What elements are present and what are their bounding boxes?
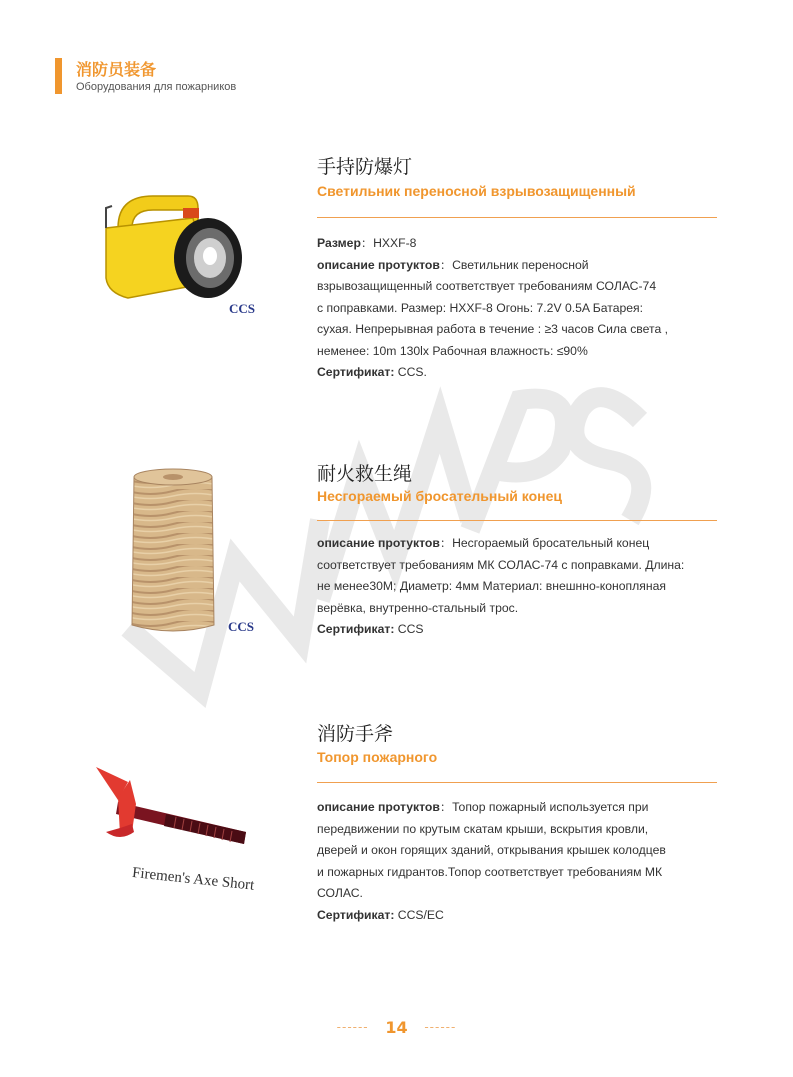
description-line	[317, 576, 722, 598]
description-line	[317, 276, 722, 298]
product-divider	[317, 782, 717, 783]
field-label: описание протуктов	[317, 536, 440, 550]
field-text: CCS.	[397, 365, 427, 379]
product-title-cn: 手持防爆灯	[317, 156, 413, 178]
field-label: описание протуктов	[317, 257, 440, 272]
product-title-ru: Светильник переносной взрывозащищенный	[317, 183, 636, 199]
field-text: дверей и окон горящих зданий, открывания крышек колодцев	[317, 843, 666, 857]
page-footer	[0, 1018, 793, 1037]
page-number: 14	[385, 1018, 408, 1037]
description-line	[317, 255, 722, 277]
field-separator: ：	[360, 236, 374, 250]
field-text: HXXF-8	[373, 236, 417, 250]
field-text: Светильник переносной	[452, 257, 589, 272]
description-line	[317, 598, 722, 620]
product-divider	[317, 520, 717, 521]
field-label: описание протуктов	[317, 800, 440, 814]
description-line	[317, 819, 722, 841]
header-accent-bar	[55, 58, 62, 94]
field-text: соответствует требованиям МК СОЛАС-74 с поправками. Длина:	[317, 557, 685, 572]
field-text: взрывозащищенный соответствует требованиям СОЛАС-74	[317, 279, 657, 293]
description-line	[317, 362, 722, 384]
description-line	[317, 341, 722, 363]
description-line	[317, 555, 722, 577]
field-separator: ：	[439, 257, 453, 272]
field-text: передвижении по крутым скатам крыши, вскрытия кровли,	[317, 821, 649, 836]
field-text: CCS	[397, 622, 424, 636]
field-separator: ：	[439, 536, 453, 550]
field-text: не менее30М; Диаметр: 4мм Материал: внешнно-конопляная	[317, 579, 666, 593]
field-text: верёвка, внутренно-стальный трос.	[317, 600, 519, 615]
field-separator: ：	[439, 800, 453, 814]
product-description	[317, 233, 722, 384]
description-line	[317, 233, 722, 255]
field-label: Размер	[317, 236, 361, 250]
field-text: Несгораемый бросательный конец	[452, 536, 650, 550]
rope-image	[128, 467, 218, 635]
field-text: СОЛАС.	[317, 886, 363, 900]
description-line	[317, 298, 722, 320]
section-title: 消防员装备	[76, 60, 157, 79]
lamp-image-label: CCS	[229, 301, 256, 316]
product-title-cn: 耐火救生绳	[317, 463, 413, 485]
lamp-image	[98, 188, 248, 318]
description-line	[317, 840, 722, 862]
product-title-ru: Несгораемый бросательный конец	[317, 488, 563, 504]
description-line	[317, 797, 722, 819]
field-text: сухая. Непрерывная работа в течение : ≥3 часов Сила света ,	[317, 322, 669, 336]
axe-image-label: Firemen's Axe Short	[131, 865, 256, 894]
description-line	[317, 319, 722, 341]
field-text: неменее: 10m 130lx Рабочная влажность: ≤90%	[317, 343, 588, 358]
description-line	[317, 883, 722, 905]
field-text: CCS/EC	[397, 907, 444, 922]
section-subtitle: Оборудования для пожарников	[76, 81, 237, 93]
field-label: Сертификат:	[317, 622, 395, 636]
product-description	[317, 797, 722, 926]
description-line	[317, 533, 722, 555]
rope-image-label: CCS	[228, 619, 255, 634]
description-line	[317, 862, 722, 884]
field-label: Сертификат:	[317, 907, 395, 922]
field-text: с поправками. Размер: HXXF-8 Огонь: 7.2V 0.5A Батарея:	[317, 300, 644, 315]
field-text: и пожарных гидрантов.Топор соответствует требованиям МК	[317, 864, 663, 879]
description-line	[317, 619, 722, 641]
product-title-ru: Топор пожарного	[317, 749, 438, 765]
description-line	[317, 905, 722, 927]
axe-image	[96, 762, 256, 862]
footer-dash-right: ------	[424, 1020, 457, 1034]
field-label: Сертификат:	[317, 365, 395, 379]
product-divider	[317, 217, 717, 218]
product-title-cn: 消防手斧	[317, 723, 394, 745]
field-text: Топор пожарный используется при	[452, 800, 649, 814]
footer-dash-left: ------	[336, 1020, 369, 1034]
product-description	[317, 533, 722, 641]
